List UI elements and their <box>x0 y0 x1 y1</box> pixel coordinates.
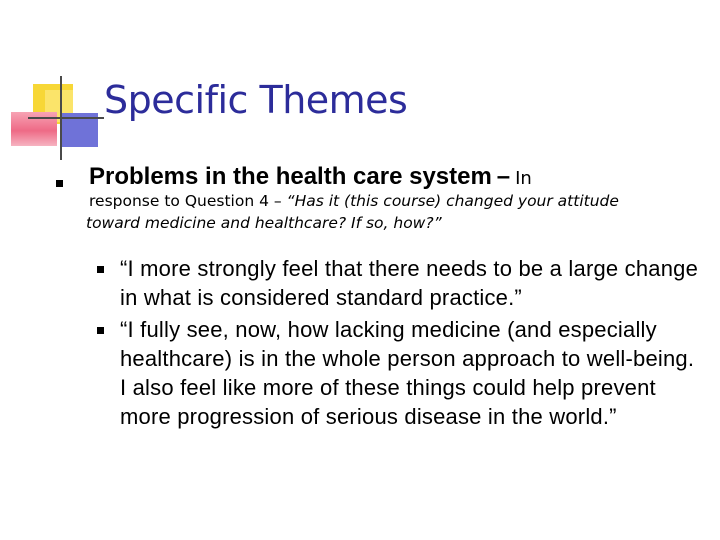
main-bullet-heading: Problems in the health care system <box>89 163 492 190</box>
sub-bullet-square-icon <box>97 327 104 334</box>
quote-item: “I more strongly feel that there needs to be a large change in what is considered standard practice.” <box>120 256 699 310</box>
slide-logo-decoration <box>0 0 110 170</box>
main-bullet <box>86 163 709 234</box>
main-bullet-dash: – <box>496 163 511 190</box>
bullet-square-icon <box>56 180 63 187</box>
logo-horizontal-line <box>28 117 104 119</box>
sub-bullet-square-icon <box>97 266 104 273</box>
main-bullet-in: In <box>515 168 532 189</box>
slide-title: Specific Themes <box>104 78 408 122</box>
quote-item: “I fully see, now, how lacking medicine (and especially healthcare) is in the whole person approach to well-being. I also feel like more of these things could help prevent more progression of serious disease in the world.” <box>120 317 695 429</box>
main-bullet-response: response to Question 4 – <box>89 192 282 210</box>
main-bullet-question-line2: toward medicine and healthcare? If so, how?” <box>86 214 442 232</box>
main-bullet-question-line1: “Has it (this course) changed your attitude <box>286 192 619 210</box>
